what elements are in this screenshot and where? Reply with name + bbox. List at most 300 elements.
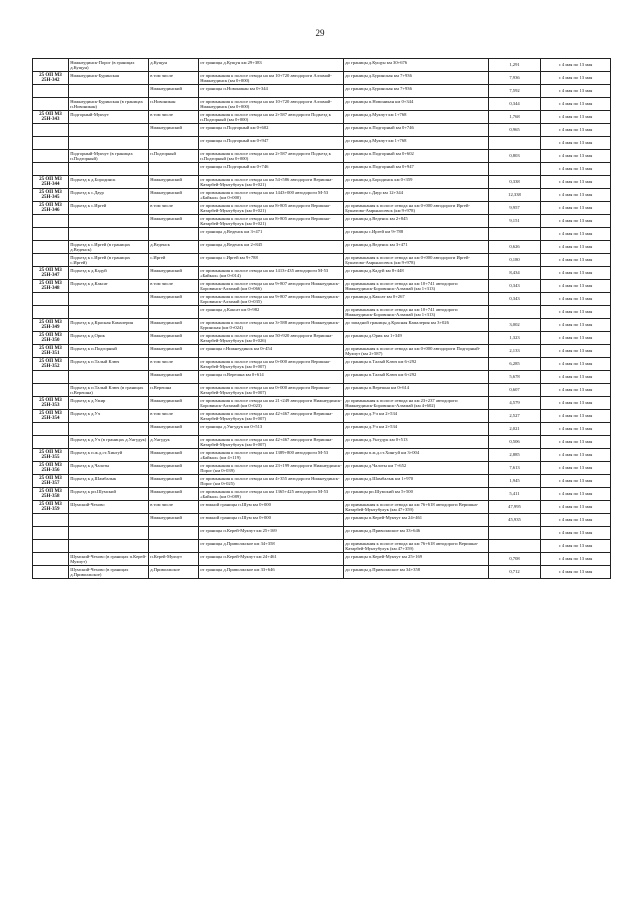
settlement-cell: в том числе bbox=[149, 501, 199, 514]
length-km-cell: 0,607 bbox=[489, 384, 541, 397]
settlement-cell: п.Новоникан bbox=[149, 98, 199, 111]
segment-end-cell: до границы д.Чалоты км 7+652 bbox=[344, 462, 489, 475]
route-number-cell bbox=[33, 215, 69, 228]
settlement-cell bbox=[149, 527, 199, 540]
settlement-cell: в том числе bbox=[149, 111, 199, 124]
segment-end-cell: до границы п.Керей-Мукчут км 24+461 bbox=[344, 514, 489, 527]
restriction-period-cell: с 4 мая по 13 мая bbox=[541, 332, 611, 345]
segment-end-cell: до границы рп.Шумский км 5+500 bbox=[344, 488, 489, 501]
segment-start-cell: от примыкания к полосе отвода на км 9+807 автодороги Нижнеудинск-Боровинск-Алзамай (км 0+066) bbox=[199, 280, 344, 293]
table-row bbox=[33, 111, 611, 124]
route-number-cell bbox=[33, 150, 69, 163]
segment-start-cell: от примыкания к полосе отвода на км 42+467 автодороги Веришна-Катарбей-Мунтубулук (км 0+007) bbox=[199, 410, 344, 423]
length-km-cell: 8,434 bbox=[489, 267, 541, 280]
segment-start-cell: от примыкания к полосе отвода на км 10+720 автодороги Алзамай-Нижнеудинск (км 0+000) bbox=[199, 98, 344, 111]
settlement-cell: с.Иргей bbox=[149, 254, 199, 267]
segment-start-cell: от примыкания к полосе отвода на км 8+805 автодороги Веришна-Катарбей-Мунтубулук (км 0+021) bbox=[199, 215, 344, 228]
segment-end-cell: до границы д.Шамбалык км 1+970 bbox=[344, 475, 489, 488]
restriction-period-cell: с 4 мая по 13 мая bbox=[541, 553, 611, 566]
segment-end-cell: до примыкания к полосе отвода на км 0+000 автодороги Подгорный-Мукчут (км 2+587) bbox=[344, 345, 489, 358]
length-km-cell: 0,343 bbox=[489, 280, 541, 293]
road-name-cell bbox=[69, 527, 149, 540]
route-number-cell: 25 ОП МЗ 25Н-357 bbox=[33, 475, 69, 488]
road-name-cell: Подъезд к д.Шамбалык bbox=[69, 475, 149, 488]
restriction-period-cell: с 4 мая по 13 мая bbox=[541, 163, 611, 176]
segment-end-cell: до границы п.Подгорный км 0+602 bbox=[344, 150, 489, 163]
route-number-cell bbox=[33, 384, 69, 397]
length-km-cell: 1,945 bbox=[489, 475, 541, 488]
road-name-cell: Подъезд к д.Красная Камалерия bbox=[69, 319, 149, 332]
route-number-cell bbox=[33, 306, 69, 319]
table-row bbox=[33, 449, 611, 462]
restriction-period-cell: с 4 мая по 13 мая bbox=[541, 488, 611, 501]
road-name-cell: Подъезд к рп.Шумский bbox=[69, 488, 149, 501]
restriction-period-cell: с 4 мая по 13 мая bbox=[541, 449, 611, 462]
restriction-period-cell: с 4 мая по 13 мая bbox=[541, 202, 611, 215]
road-name-cell bbox=[69, 228, 149, 241]
length-km-cell: 45,935 bbox=[489, 514, 541, 527]
road-name-cell bbox=[69, 306, 149, 319]
road-name-cell: Подъезд к с.Даур bbox=[69, 189, 149, 202]
segment-end-cell: до границы п.Талый Ключ км 6+292 bbox=[344, 371, 489, 384]
length-km-cell: 0,708 bbox=[489, 553, 541, 566]
length-km-cell bbox=[489, 163, 541, 176]
length-km-cell: 0,712 bbox=[489, 566, 541, 579]
route-number-cell bbox=[33, 527, 69, 540]
length-km-cell bbox=[489, 527, 541, 540]
restriction-period-cell: с 4 мая по 13 мая bbox=[541, 280, 611, 293]
route-number-cell bbox=[33, 423, 69, 436]
segment-start-cell: от границы г.Нижнеудинск км 0+454 bbox=[199, 345, 344, 358]
table-row bbox=[33, 59, 611, 72]
segment-end-cell: до границы д.Приволжское км 34+358 bbox=[344, 566, 489, 579]
settlement-cell: д.Унгудук bbox=[149, 436, 199, 449]
restriction-period-cell: с 4 мая по 13 мая bbox=[541, 85, 611, 98]
restriction-period-cell: с 4 мая по 13 мая bbox=[541, 475, 611, 488]
road-name-cell: Подъезд к с.Иргей bbox=[69, 202, 149, 215]
settlement-cell bbox=[149, 137, 199, 150]
restriction-period-cell: с 4 мая по 13 мая bbox=[541, 189, 611, 202]
segment-end-cell: до примыкания к полосе отвода на км 76+618 автодороги Веришна-Катарбей-Мунтубулук (км 47+359) bbox=[344, 540, 489, 553]
table-row bbox=[33, 553, 611, 566]
settlement-cell: Нижнеудинский bbox=[149, 176, 199, 189]
table-row bbox=[33, 85, 611, 98]
table-row bbox=[33, 358, 611, 371]
route-number-cell: 25 ОП МЗ 25Н-342 bbox=[33, 72, 69, 85]
road-name-cell: Подъезд к д.Уч bbox=[69, 410, 149, 423]
route-number-cell: 25 ОП МЗ 25Н-345 bbox=[33, 189, 69, 202]
settlement-cell bbox=[149, 540, 199, 553]
length-km-cell: 2,133 bbox=[489, 345, 541, 358]
segment-end-cell: до границы п.Новоникан км 0+344 bbox=[344, 98, 489, 111]
table-row bbox=[33, 137, 611, 150]
segment-start-cell: от границы п.Верешна км 0+614 bbox=[199, 371, 344, 384]
table-row bbox=[33, 280, 611, 293]
length-km-cell bbox=[489, 306, 541, 319]
table-row bbox=[33, 397, 611, 410]
road-name-cell bbox=[69, 137, 149, 150]
restriction-period-cell: с 4 мая по 13 мая bbox=[541, 423, 611, 436]
settlement-cell: п.Подгорный bbox=[149, 150, 199, 163]
table-row bbox=[33, 150, 611, 163]
road-name-cell: Нижнеудинск-Буринская bbox=[69, 72, 149, 85]
settlement-cell: Нижнеудинский bbox=[149, 449, 199, 462]
restriction-period-cell: с 4 мая по 13 мая bbox=[541, 267, 611, 280]
segment-start-cell: от границы п.Подгорный км 0+602 bbox=[199, 124, 344, 137]
length-km-cell: 0,626 bbox=[489, 241, 541, 254]
length-km-cell: 0,343 bbox=[489, 293, 541, 306]
length-km-cell: 47,995 bbox=[489, 501, 541, 514]
road-name-cell bbox=[69, 85, 149, 98]
restriction-period-cell: с 4 мая по 13 мая bbox=[541, 371, 611, 384]
table-row bbox=[33, 345, 611, 358]
restriction-period-cell: с 4 мая по 13 мая bbox=[541, 137, 611, 150]
segment-start-cell: от примыкания к полосе отвода на км 2+587 автодороги Подъезд к п.Подгорный (км 0+000) bbox=[199, 111, 344, 124]
segment-start-cell: от границы п.Новоникан км 0+344 bbox=[199, 85, 344, 98]
table-row bbox=[33, 384, 611, 397]
route-number-cell: 25 ОП МЗ 25Н-359 bbox=[33, 501, 69, 514]
restriction-period-cell: с 4 мая по 13 мая bbox=[541, 98, 611, 111]
segment-end-cell: до границы п.ж.д.ст.Хингуй км 3+004 bbox=[344, 449, 489, 462]
segment-start-cell: от границы с.Иргей км 9+788 bbox=[199, 254, 344, 267]
route-number-cell: 25 ОП МЗ 25Н-344 bbox=[33, 176, 69, 189]
settlement-cell: Нижнеудинский bbox=[149, 293, 199, 306]
restriction-period-cell: с 4 мая по 13 мая bbox=[541, 228, 611, 241]
table-row bbox=[33, 527, 611, 540]
length-km-cell: 2,885 bbox=[489, 449, 541, 462]
route-number-cell: 25 ОП МЗ 25Н-355 bbox=[33, 449, 69, 462]
segment-start-cell: от южной границы п.Шум км 0+000 bbox=[199, 501, 344, 514]
segment-end-cell: до границы д.Орик км 1+349 bbox=[344, 332, 489, 345]
table-row bbox=[33, 163, 611, 176]
road-name-cell: Подъезд к д.Кадуй bbox=[69, 267, 149, 280]
length-km-cell: 0,803 bbox=[489, 150, 541, 163]
length-km-cell: 7,613 bbox=[489, 462, 541, 475]
segment-end-cell: до границы д.Унгудук км 0+513 bbox=[344, 436, 489, 449]
settlement-cell: д.Кущун bbox=[149, 59, 199, 72]
restriction-period-cell: с 4 мая по 13 мая bbox=[541, 501, 611, 514]
restriction-period-cell: с 4 мая по 13 мая bbox=[541, 358, 611, 371]
segment-end-cell: до границы п.Подгорный км 0+947 bbox=[344, 163, 489, 176]
settlement-cell bbox=[149, 163, 199, 176]
restriction-period-cell: с 4 мая по 13 мая bbox=[541, 397, 611, 410]
restriction-period-cell: с 4 мая по 13 мая bbox=[541, 345, 611, 358]
segment-start-cell: от примыкания к полосе отвода на км 21+249 автодороги Нижнеудинск-Боровинск-Алзамай (км 0+023) bbox=[200, 397, 342, 408]
route-number-cell bbox=[33, 553, 69, 566]
length-km-cell: 2,021 bbox=[489, 423, 541, 436]
road-name-cell bbox=[69, 293, 149, 306]
route-number-cell bbox=[33, 137, 69, 150]
road-name-cell: Подъезд к п.Талый Ключ (в границах п.Верешна) bbox=[69, 384, 149, 397]
table-row bbox=[33, 306, 611, 319]
segment-end-cell: до границы д.Уч км 2+534 bbox=[344, 410, 489, 423]
restriction-period-cell: с 4 мая по 13 мая bbox=[541, 410, 611, 423]
segment-end-cell: до границы д.Буринская км 7+936 bbox=[344, 85, 489, 98]
road-name-cell: Подъезд к д.Орик bbox=[69, 332, 149, 345]
segment-start-cell: от границы п.Керей-Мукчут км 24+461 bbox=[199, 553, 344, 566]
length-km-cell: 9,151 bbox=[489, 215, 541, 228]
road-name-cell: Шумский-Чехово (в границах п.Керей-Мукчут) bbox=[69, 553, 149, 566]
road-name-cell bbox=[69, 124, 149, 137]
table-row bbox=[33, 72, 611, 85]
length-km-cell: 5,411 bbox=[489, 488, 541, 501]
restriction-period-cell: с 4 мая по 13 мая bbox=[541, 514, 611, 527]
segment-end-cell: до границы с.Даур км 12+344 bbox=[344, 189, 489, 202]
length-km-cell bbox=[489, 228, 541, 241]
length-km-cell: 12,338 bbox=[489, 189, 541, 202]
table-row bbox=[33, 410, 611, 423]
table-row bbox=[33, 189, 611, 202]
restriction-period-cell: с 4 мая по 13 мая bbox=[541, 384, 611, 397]
restriction-period-cell: с 4 мая по 13 мая bbox=[541, 254, 611, 267]
road-name-cell: Шумский-Чехово (в границах д.Приволжское) bbox=[69, 566, 149, 579]
segment-end-cell: до границы д.Веденск км 2+845 bbox=[344, 215, 489, 228]
settlement-cell: Нижнеудинский bbox=[149, 215, 199, 228]
road-name-cell: Подъезд к д.Чалоты bbox=[69, 462, 149, 475]
settlement-cell: д.Веденск bbox=[149, 241, 199, 254]
segment-start-cell: от примыкания к полосе отвода на км 50+920 автодороги Веришна-Катарбей-Мунтубулук (км 0+026) bbox=[199, 332, 344, 345]
settlement-cell: Нижнеудинский bbox=[149, 423, 199, 436]
settlement-cell: п.Верешна bbox=[149, 384, 199, 397]
table-row bbox=[33, 566, 611, 579]
length-km-cell: 7,592 bbox=[489, 85, 541, 98]
road-name-cell: Подъезд к с.Иргей (в границах д.Веденск) bbox=[69, 241, 149, 254]
road-name-cell: Подъезд к д.Уч (в границах д.Унгудук) bbox=[69, 436, 149, 449]
segment-start-cell: от примыкания к полосе отвода на км 23+199 автодороги Нижнеудинск-Порог (км 0+039) bbox=[200, 462, 342, 473]
road-name-cell: Подъезд к с.Иргей (в границах с.Иргей) bbox=[69, 254, 149, 267]
road-name-cell: Подъезд к п.ж.д.ст.Хингуй bbox=[69, 449, 149, 462]
length-km-cell: 7,936 bbox=[489, 72, 541, 85]
settlement-cell: Нижнеудинский bbox=[149, 514, 199, 527]
segment-end-cell: до границы п.Талый Ключ км 6+292 bbox=[344, 358, 489, 371]
restriction-period-cell: с 4 мая по 13 мая bbox=[541, 462, 611, 475]
road-name-cell: Подъезд к д.Каксат bbox=[69, 280, 149, 293]
settlement-cell: д.Приволжское bbox=[149, 566, 199, 579]
restriction-period-cell: с 4 мая по 13 мая bbox=[541, 293, 611, 306]
route-number-cell bbox=[33, 371, 69, 384]
settlement-cell: в том числе bbox=[149, 72, 199, 85]
route-number-cell bbox=[33, 540, 69, 553]
settlement-cell: Нижнеудинский bbox=[149, 345, 199, 358]
table-row bbox=[33, 124, 611, 137]
settlement-cell: Нижнеудинский bbox=[149, 332, 199, 345]
length-km-cell: 6,285 bbox=[489, 358, 541, 371]
segment-start-cell: от примыкания к полосе отвода на км 54+586 автодороги Веришна-Катарбей-Мунтубулук (км 0+021) bbox=[199, 176, 344, 189]
route-number-cell bbox=[33, 436, 69, 449]
table-row bbox=[33, 462, 611, 475]
road-name-cell: Нижнеудинск-Порог (в границах д.Кущун) bbox=[69, 59, 149, 72]
length-km-cell: 0,965 bbox=[489, 124, 541, 137]
table-row bbox=[33, 215, 611, 228]
table-row bbox=[33, 540, 611, 553]
length-km-cell: 0,338 bbox=[489, 176, 541, 189]
segment-end-cell: до границы д.Приволжское км 33+646 bbox=[344, 527, 489, 540]
restriction-period-cell: с 4 мая по 13 мая bbox=[541, 436, 611, 449]
road-name-cell: Нижнеудинск-Буринская (в границах п.Новоникан) bbox=[69, 98, 149, 111]
length-km-cell: 5,678 bbox=[489, 371, 541, 384]
length-km-cell: 1,323 bbox=[489, 332, 541, 345]
table-row bbox=[33, 241, 611, 254]
table-row bbox=[33, 514, 611, 527]
segment-end-cell: до границы д.Мукчут км 1+768 bbox=[344, 111, 489, 124]
route-number-cell bbox=[33, 254, 69, 267]
segment-end-cell: до примыкания к полосе отвода на км 10+741 автодороги Нижнеудинск-Боровинск-Алзамай (км 1+313) bbox=[344, 306, 489, 319]
table-row bbox=[33, 436, 611, 449]
route-number-cell bbox=[33, 566, 69, 579]
route-number-cell: 25 ОП МЗ 25Н-354 bbox=[33, 410, 69, 423]
restriction-period-cell: с 4 мая по 13 мая bbox=[541, 566, 611, 579]
settlement-cell: в том числе bbox=[149, 202, 199, 215]
segment-end-cell: до границы д.Буринская км 7+936 bbox=[344, 72, 489, 85]
route-number-cell bbox=[33, 85, 69, 98]
segment-start-cell: от примыкания к полосе отвода на км 0+000 автодороги Веришна-Катарбей-Мунтубулук (км 0+007) bbox=[199, 384, 344, 397]
length-km-cell bbox=[489, 540, 541, 553]
table-row bbox=[33, 501, 611, 514]
segment-start-cell: от границы д.Приволжское км 33+646 bbox=[199, 566, 344, 579]
table-row bbox=[33, 267, 611, 280]
table-row bbox=[33, 475, 611, 488]
settlement-cell: п.Керей-Мукчут bbox=[149, 553, 199, 566]
road-name-cell bbox=[69, 163, 149, 176]
settlement-cell: Нижнеудинский bbox=[149, 124, 199, 137]
table-row bbox=[33, 254, 611, 267]
settlement-cell bbox=[149, 228, 199, 241]
road-restriction-table bbox=[32, 58, 611, 579]
table-row bbox=[33, 371, 611, 384]
settlement-cell: Нижнеудинский bbox=[149, 488, 199, 501]
segment-end-cell: до примыкания к полосе отвода на км 0+000 автодороги Иргей-Бушатово-Амрыносевск (км 9+978) bbox=[344, 202, 489, 215]
restriction-period-cell: с 4 мая по 13 мая bbox=[541, 215, 611, 228]
restriction-period-cell: с 4 мая по 13 мая bbox=[541, 176, 611, 189]
restriction-period-cell: с 4 мая по 13 мая bbox=[541, 111, 611, 124]
route-number-cell: 25 ОП МЗ 25Н-349 bbox=[33, 319, 69, 332]
table-row bbox=[33, 228, 611, 241]
restriction-period-cell: с 4 мая по 13 мая bbox=[541, 306, 611, 319]
route-number-cell: 25 ОП МЗ 25Н-353 bbox=[33, 397, 69, 410]
restriction-period-cell: с 4 мая по 13 мая bbox=[541, 319, 611, 332]
segment-end-cell: до примыкания к полосе отвода на км 23+237 автодороги Нижнеудинск-Боровинск-Алзамай (км 4+602) bbox=[344, 397, 489, 410]
table-row bbox=[33, 98, 611, 111]
route-number-cell: 25 ОП МЗ 25Н-347 bbox=[33, 267, 69, 280]
road-name-cell bbox=[69, 371, 149, 384]
segment-end-cell: до границы с.Иргей км 9+788 bbox=[344, 228, 489, 241]
segment-start-cell: от примыкания к полосе отвода на км 4+355 автодороги Нижнеудинск-Порог (км 0+025) bbox=[199, 475, 344, 488]
route-number-cell: 25 ОП МЗ 25Н-346 bbox=[33, 202, 69, 215]
restriction-period-cell: с 4 мая по 13 мая bbox=[541, 150, 611, 163]
settlement-cell: Нижнеудинский bbox=[149, 475, 199, 488]
route-number-cell bbox=[33, 124, 69, 137]
route-number-cell bbox=[33, 59, 69, 72]
segment-end-cell: до примыкания к полосе отвода на км 10+741 автодороги Нижнеудинск-Боровинск-Алзамай (км 1+313) bbox=[344, 280, 489, 293]
route-number-cell bbox=[33, 514, 69, 527]
route-number-cell: 25 ОП МЗ 25Н-348 bbox=[33, 280, 69, 293]
length-km-cell: 1,291 bbox=[489, 59, 541, 72]
route-number-cell: 25 ОП МЗ 25Н-351 bbox=[33, 345, 69, 358]
segment-end-cell: до примыкания к полосе отвода на км 76+618 автодороги Веришна-Катарбей-Мунтубулук (км 47+359) bbox=[344, 501, 489, 514]
road-name-cell: Подъезд к п.Талый Ключ bbox=[69, 358, 149, 371]
restriction-period-cell: с 4 мая по 13 мая bbox=[541, 124, 611, 137]
route-number-cell bbox=[33, 241, 69, 254]
restriction-period-cell: с 4 мая по 13 мая bbox=[541, 72, 611, 85]
settlement-cell: Нижнеудинский bbox=[149, 462, 199, 475]
segment-end-cell: до примыкания к полосе отвода на км 0+000 автодороги Иргей-Бушатово-Амрыносевск (км 9+978) bbox=[344, 254, 489, 267]
segment-start-cell: от примыкания к полосе отвода на км 1365+425 автодороги М-53 «Байкал» (км 0+089) bbox=[199, 488, 344, 501]
length-km-cell: 4,579 bbox=[489, 397, 541, 410]
segment-end-cell: до границы д.Кущун км 30+676 bbox=[344, 59, 489, 72]
road-name-cell: Подъезд к п.Подгорный bbox=[69, 345, 149, 358]
road-name-cell bbox=[69, 514, 149, 527]
table-row bbox=[33, 332, 611, 345]
route-number-cell: 25 ОП МЗ 25Н-350 bbox=[33, 332, 69, 345]
segment-end-cell: до границы д.Уч км 2+534 bbox=[344, 423, 489, 436]
segment-start-cell: от примыкания к полосе отвода на км 3+588 автодороги Нижнеудинск-Буринская (км 0+024) bbox=[199, 319, 344, 332]
page-number: 29 bbox=[315, 28, 325, 38]
segment-end-cell: до границы д.Кадуй км 8+448 bbox=[344, 267, 489, 280]
settlement-cell: Нижнеудинский bbox=[149, 189, 199, 202]
road-name-cell: Подъезд к д.Бородинск bbox=[69, 176, 149, 189]
segment-start-cell: от границы п.Подгорный км 0+746 bbox=[199, 163, 344, 176]
length-km-cell: 0,506 bbox=[489, 436, 541, 449]
route-number-cell bbox=[33, 228, 69, 241]
segment-start-cell: от границы д.Веденск км 2+845 bbox=[199, 241, 344, 254]
length-km-cell: 3,002 bbox=[489, 319, 541, 332]
route-number-cell: 25 ОП МЗ 25Н-343 bbox=[33, 111, 69, 124]
length-km-cell: 0,180 bbox=[489, 254, 541, 267]
segment-start-cell: от границы д.Приволжское км 34+358 bbox=[199, 540, 344, 553]
settlement-cell bbox=[149, 306, 199, 319]
length-km-cell: 2,527 bbox=[489, 410, 541, 423]
table-row bbox=[33, 488, 611, 501]
restriction-period-cell: с 4 мая по 13 мая bbox=[541, 527, 611, 540]
segment-end-cell: до границы п.Верешна км 0+614 bbox=[344, 384, 489, 397]
segment-start-cell: от южной границы п.Шум км 0+000 bbox=[199, 514, 344, 527]
restriction-period-cell: с 4 мая по 13 мая bbox=[541, 540, 611, 553]
segment-start-cell: от границы д.Кущун км 29+383 bbox=[199, 59, 344, 72]
table-row bbox=[33, 293, 611, 306]
road-name-cell: Подъезд к д.Ужир bbox=[69, 397, 149, 410]
segment-start-cell: от примыкания к полосе отвода на км 0+000 автодороги Веришна-Катарбей-Мунтубулук (км 0+007) bbox=[199, 358, 344, 371]
route-number-cell bbox=[33, 163, 69, 176]
segment-start-cell: от примыкания к полосе отвода на км 9+807 автодороги Нижнеудинск-Боровинск-Алзамай (км 0+035) bbox=[199, 293, 344, 306]
segment-start-cell: от примыкания к полосе отвода на км 10+720 автодороги Алзамай-Нижнеудинск (км 0+000) bbox=[199, 72, 344, 85]
segment-end-cell: до границы д.Бородинск км 0+359 bbox=[344, 176, 489, 189]
settlement-cell: Нижнеудинский bbox=[149, 267, 199, 280]
segment-start-cell: от границы д.Каксат км 0+982 bbox=[199, 306, 344, 319]
segment-end-cell: до границы п.Керей-Мукчут км 25+169 bbox=[344, 553, 489, 566]
settlement-cell: Нижнеудинский bbox=[149, 371, 199, 384]
segment-start-cell: от примыкания к полосе отвода на км 42+467 автодороги Веришна-Катарбей-Мунтубулук (км 0+007) bbox=[199, 436, 344, 449]
settlement-cell: Нижнеудинский bbox=[149, 85, 199, 98]
segment-start-cell: от границы д.Веденск км 3+471 bbox=[199, 228, 344, 241]
segment-end-cell: до границы д.Веденск км 3+471 bbox=[344, 241, 489, 254]
segment-end-cell: до границы д.Каксат км 0+267 bbox=[344, 293, 489, 306]
table-row bbox=[33, 202, 611, 215]
table-row bbox=[33, 319, 611, 332]
settlement-cell: в том числе bbox=[149, 280, 199, 293]
length-km-cell: 9,957 bbox=[489, 202, 541, 215]
length-km-cell: 1,768 bbox=[489, 111, 541, 124]
table-row bbox=[33, 423, 611, 436]
segment-start-cell: от границы п.Керей-Мукчут км 25+169 bbox=[199, 527, 344, 540]
restriction-period-cell: с 4 мая по 13 мая bbox=[541, 241, 611, 254]
length-km-cell bbox=[489, 137, 541, 150]
segment-end-cell: до границы п.Подгорный км 0+746 bbox=[344, 124, 489, 137]
settlement-cell: в том числе bbox=[149, 410, 199, 423]
road-name-cell: Подгорный-Мукчут (в границах п.Подгорный) bbox=[69, 150, 149, 163]
segment-start-cell: от примыкания к полосе отвода на км 8+805 автодороги Веришна-Катарбей-Мунтубулук (км 0+021) bbox=[199, 202, 344, 215]
road-name-cell bbox=[69, 215, 149, 228]
route-number-cell bbox=[33, 98, 69, 111]
